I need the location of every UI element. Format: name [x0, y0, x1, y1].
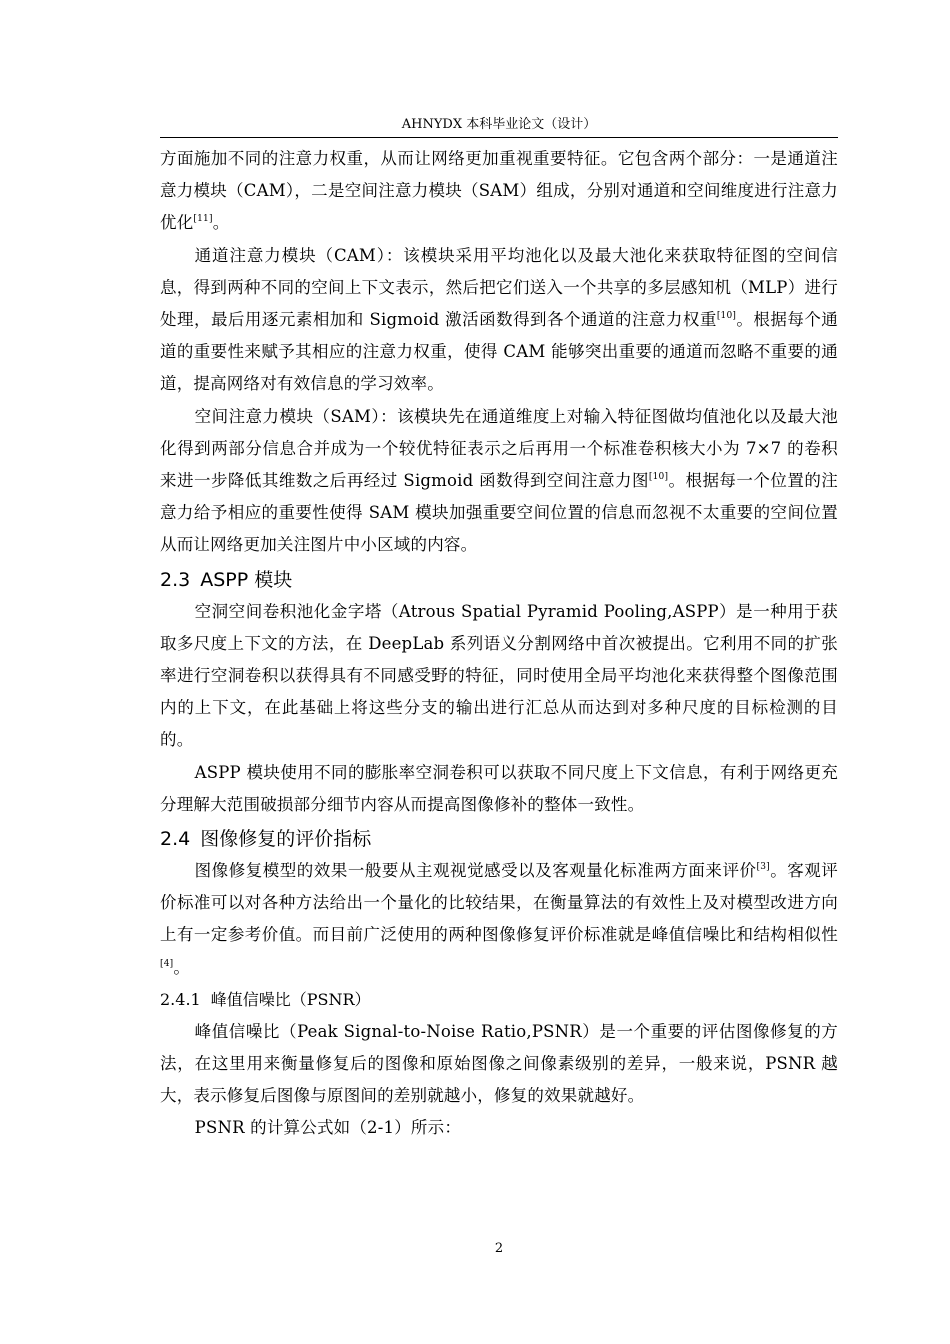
section-title: ASPP 模块 [200, 568, 293, 591]
citation-ref: [11] [193, 214, 213, 225]
running-header: AHNYDX 本科毕业论文（设计） [401, 117, 597, 132]
section-number: 2.4.1 [160, 989, 201, 1009]
body-paragraph: PSNR 的计算公式如（2-1）所示： [194, 1118, 462, 1138]
citation-ref: [10] [716, 311, 737, 322]
section-number: 2.4 [160, 828, 191, 851]
section-title: 图像修复的评价指标 [200, 828, 372, 851]
body-paragraph: 峰值信噪比（Peak Signal-to-Noise Ratio,PSNR）是一个重要的评估图像修复的方法，在这里用来衡量修复后的图像和原始图像之间像素级别的差异，一般来说，PSNR 越大，表示修复后图像与原图间的差别就越小，修复的效果就越好。 [160, 1021, 838, 1106]
body-paragraph: 空间注意力模块（SAM）：该模块先在通道维度上对输入特征图做均值池化以及最大池化得到两部分信息合并成为一个较优特征表示之后再用一个标准卷积核大小为 7×7 的卷积来进一步降低其维数之后再经过 Sigmoid 函数得到空间注意力图[10]。根据每一个位置的注意力给予相应的重要性使得 SAM 模块加强重要空间位置的信息而忽视不太重要的空间位置从而让网络更加关注图片中小区域的内容。 [160, 406, 838, 555]
body-paragraph: ASPP 模块使用不同的膨胀率空洞卷积可以获取不同尺度上下文信息，有利于网络更充分理解大范围破损部分细节内容从而提高图像修补的整体一致性。 [160, 762, 838, 814]
citation-ref: [3] [756, 862, 770, 873]
page-body [160, 143, 838, 1145]
body-paragraph: 通道注意力模块（CAM）：该模块采用平均池化以及最大池化来获取特征图的空间信息，得到两种不同的空间上下文表示，然后把它们送入一个共享的多层感知机（MLP）进行处理，最后用逐元素相加和 Sigmoid 激活函数得到各个通道的注意力权重[10]。根据每个通道的重要性来赋予其相应的注意力权重，使得 CAM 能够突出重要的通道而忽略不重要的通道，提高网络对有效信息的学习效率。 [160, 245, 839, 394]
subsection-heading [160, 984, 838, 1016]
body-paragraph: 空洞空间卷积池化金字塔（Atrous Spatial Pyramid Pooling,ASPP）是一种用于获取多尺度上下文的方法，在 DeepLab 系列语义分割网络中首次被提出。它利用不同的扩张率进行空洞卷积以获得具有不同感受野的特征，同时使用全局平均池化来获得整个图像范围内的上下文，在此基础上将这些分支的输出进行汇总从而达到对多种尺度的目标检测的目的。 [160, 601, 838, 750]
section-title: 峰值信噪比（PSNR） [210, 989, 371, 1009]
body-paragraph: 图像修复模型的效果一般要从主观视觉感受以及客观量化标准两方面来评价[3]。客观评价标准可以对各种方法给出一个量化的比较结果，在衡量算法的有效性上及对模型改进方向上有一定参考价值。而目前广泛使用的两种图像修复评价标准就是峰值信噪比和结构相似性[4]。 [160, 861, 838, 977]
section-heading [160, 823, 838, 855]
citation-ref: [4] [160, 958, 174, 969]
section-heading [160, 564, 838, 596]
body-paragraph: 方面施加不同的注意力权重，从而让网络更加重视重要特征。它包含两个部分：一是通道注意力模块（CAM），二是空间注意力模块（SAM）组成，分别对通道和空间维度进行注意力优化[11]。 [160, 149, 838, 233]
section-number: 2.3 [160, 568, 191, 591]
citation-ref: [10] [648, 472, 669, 483]
header-rule [160, 137, 838, 138]
page-number: 2 [494, 1241, 504, 1256]
